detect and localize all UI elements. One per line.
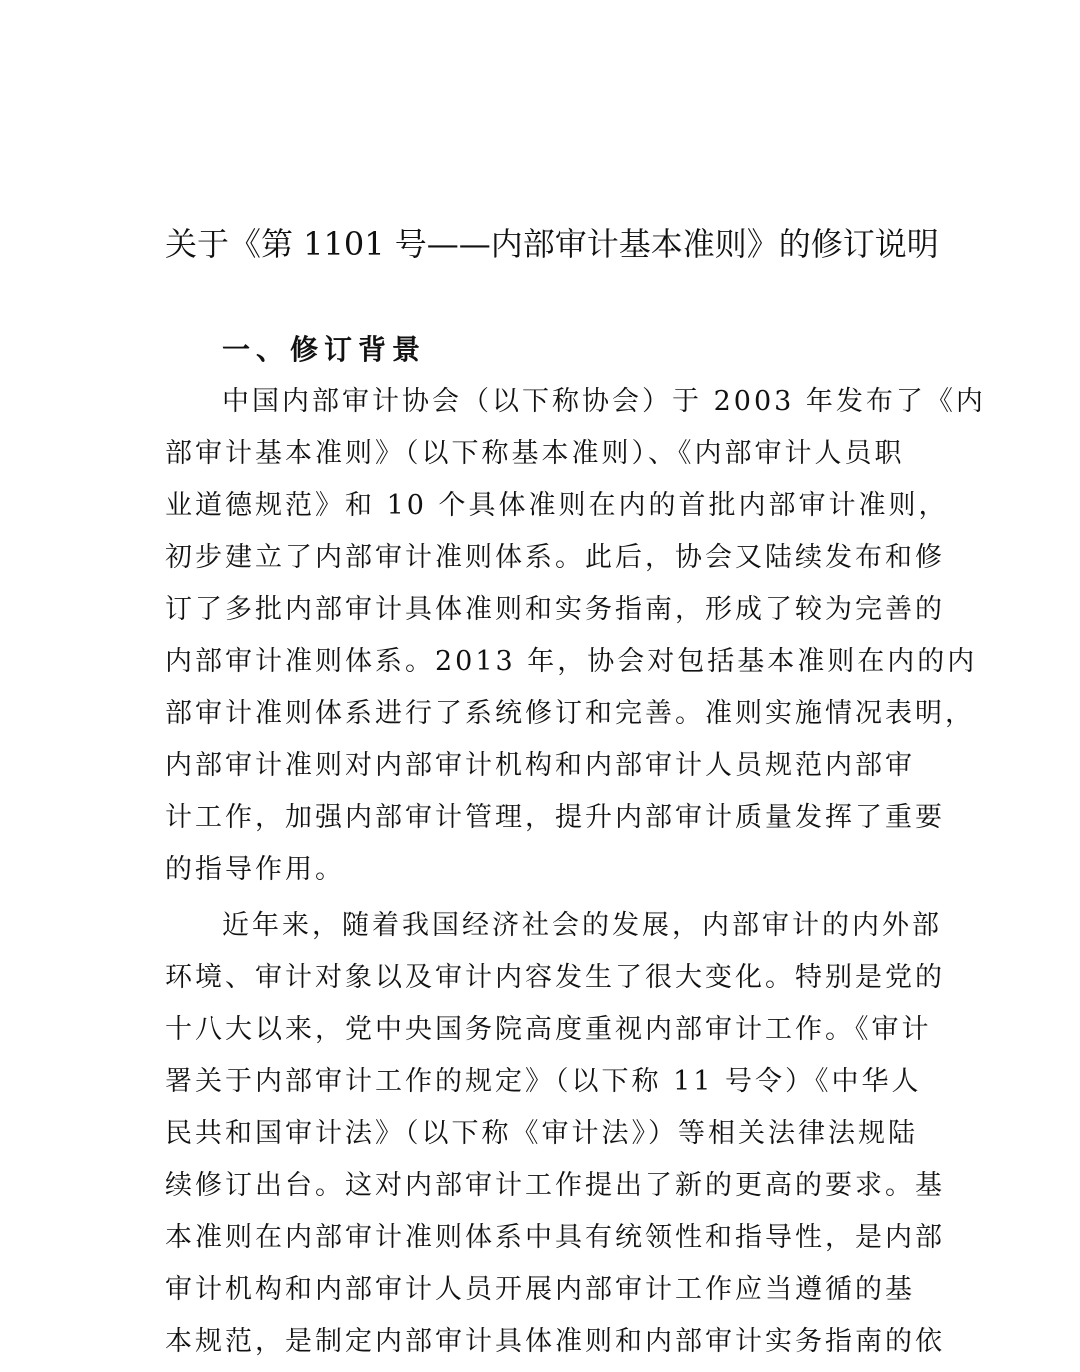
paragraph-line: 环境、审计对象以及审计内容发生了很大变化。特别是党的 — [165, 962, 945, 993]
paragraph-line: 续修订出台。这对内部审计工作提出了新的更高的要求。基 — [165, 1170, 945, 1201]
paragraph-line: 业道德规范》和 10 个具体准则在内的首批内部审计准则， — [165, 490, 949, 521]
paragraph-line: 内部审计准则体系。2013 年，协会对包括基本准则在内的内 — [165, 646, 978, 677]
paragraph-line: 审计机构和内部审计人员开展内部审计工作应当遵循的基 — [165, 1274, 915, 1305]
paragraph-line: 民共和国审计法》（以下称《审计法》）等相关法律法规陆 — [165, 1118, 918, 1149]
paragraph-line: 本规范，是制定内部审计具体准则和内部审计实务指南的依 — [165, 1326, 945, 1357]
paragraph-line: 近年来，随着我国经济社会的发展，内部审计的内外部 — [222, 910, 942, 941]
paragraph-line: 部审计准则体系进行了系统修订和完善。准则实施情况表明， — [165, 698, 975, 729]
paragraph-line: 的指导作用。 — [165, 854, 345, 885]
paragraph-line: 计工作，加强内部审计管理，提升内部审计质量发挥了重要 — [165, 802, 945, 833]
paragraph-line: 内部审计准则对内部审计机构和内部审计人员规范内部审 — [165, 750, 915, 781]
paragraph-line: 中国内部审计协会（以下称协会）于 2003 年发布了《内 — [222, 386, 986, 417]
paragraph-line: 十八大以来，党中央国务院高度重视内部审计工作。《审计 — [165, 1014, 932, 1045]
paragraph-line: 部审计基本准则》（以下称基本准则）、《内部审计人员职 — [165, 438, 905, 469]
section-heading-background: 一、修订背景 — [222, 333, 427, 366]
paragraph-line: 订了多批内部审计具体准则和实务指南，形成了较为完善的 — [165, 594, 945, 625]
document-title: 关于《第 1101 号——内部审计基本准则》的修订说明 — [165, 225, 939, 263]
paragraph-line: 本准则在内部审计准则体系中具有统领性和指导性，是内部 — [165, 1222, 945, 1253]
paragraph-line: 初步建立了内部审计准则体系。此后，协会又陆续发布和修 — [165, 542, 945, 573]
paragraph-line: 署关于内部审计工作的规定》（以下称 11 号令）《中华人 — [165, 1066, 922, 1097]
